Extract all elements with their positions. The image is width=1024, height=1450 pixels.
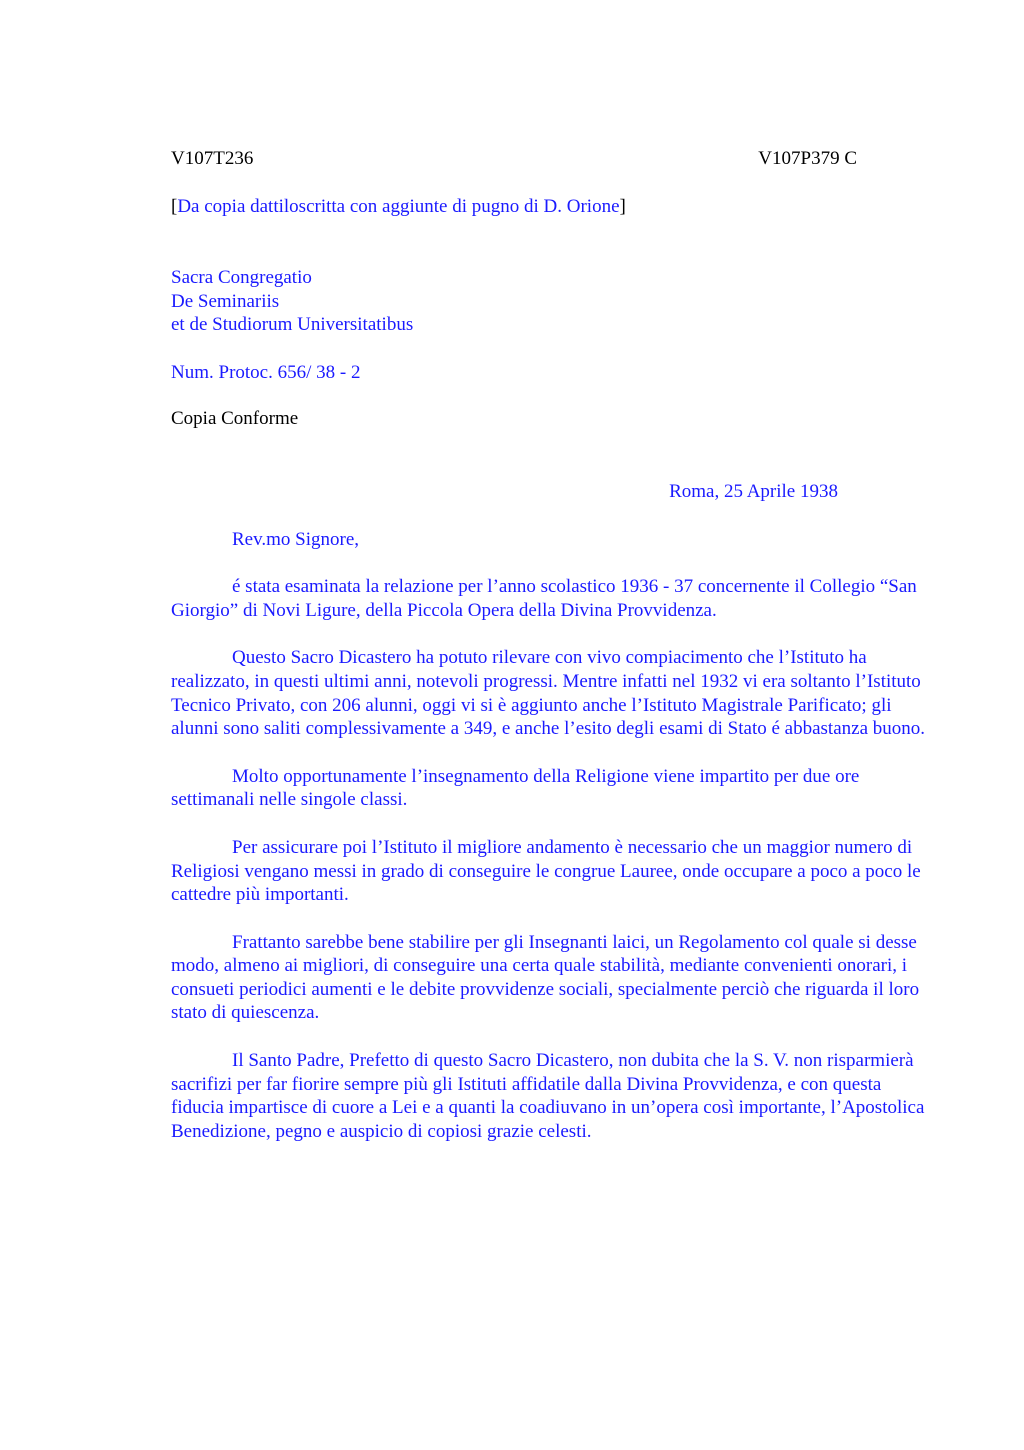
code-left: V107T236 <box>171 148 254 169</box>
sender-block <box>171 266 931 337</box>
code-right: V107P379 C <box>758 148 857 169</box>
source-note <box>171 195 931 219</box>
sender-line-3: et de Studiorum Universitatibus <box>171 314 414 336</box>
paragraph-4: Per assicurare poi l’Istituto il migliore andamento è necessario che un maggior numero di Religiosi vengano messi in grado di conseguire le congrue Lauree, onde occupare a poco a poco le cattedre più importanti. <box>171 836 921 906</box>
paragraph-6: Il Santo Padre, Prefetto di questo Sacro Dicastero, non dubita che la S. V. non risparmierà sacrifizi per far fiorire sempre più gli Istituti affidatile dalla Divina Provvidenza, e con questa fiducia impartisce di cuore a Lei e a quanti la coadiuvano in un’opera così importante, l’Apostolica Benedizione, pegno e auspicio di copiosi grazie celesti. <box>171 1050 925 1142</box>
source-note-open-bracket: [ <box>171 196 178 217</box>
paragraph-1: é stata esaminata la relazione per l’anno scolastico 1936 - 37 concernente il Collegio “San Giorgio” di Novi Ligure, della Piccola Opera della Divina Provvidenza. <box>171 576 917 621</box>
header-codes <box>171 147 857 171</box>
sender-line-2: De Seminariis <box>171 290 280 312</box>
salutation: Rev.mo Signore, <box>232 528 360 550</box>
source-note-text: Da copia dattiloscritta con aggiunte di pugno di D. Orione <box>177 196 620 217</box>
source-note-close-bracket: ] <box>619 196 626 217</box>
paragraph-2: Questo Sacro Dicastero ha potuto rilevare con vivo compiacimento che l’Istituto ha realizzato, in questi ultimi anni, notevoli progressi. Mentre infatti nel 1932 vi era soltanto l’Istituto Tecnico Privato, con 206 alunni, oggi vi si è aggiunto anche l’Istituto Magistrale Parificato; gli alunni sono saliti complessivamente a 349, e anche l’esito degli esami di Stato é abbastanza buono. <box>171 647 925 740</box>
paragraph-3: Molto opportunamente l’insegnamento della Religione viene impartito per due ore settimanali nelle singole classi. <box>171 765 860 811</box>
protocol-number: Num. Protoc. 656/ 38 - 2 <box>171 361 361 383</box>
letter-page <box>171 147 931 1143</box>
copy-label: Copia Conforme <box>171 408 299 430</box>
sender-line-1: Sacra Congregatio <box>171 267 312 288</box>
letter-date: Roma, 25 Aprile 1938 <box>669 480 838 502</box>
paragraph-5: Frattanto sarebbe bene stabilire per gli Insegnanti laici, un Regolamento col quale si desse modo, almeno ai migliori, di conseguire una certa quale stabilità, mediante convenienti onorari, i consueti periodici aumenti e le debite provvidenze sociali, specialmente perciò che riguarda il loro stato di quiescenza. <box>171 931 920 1024</box>
